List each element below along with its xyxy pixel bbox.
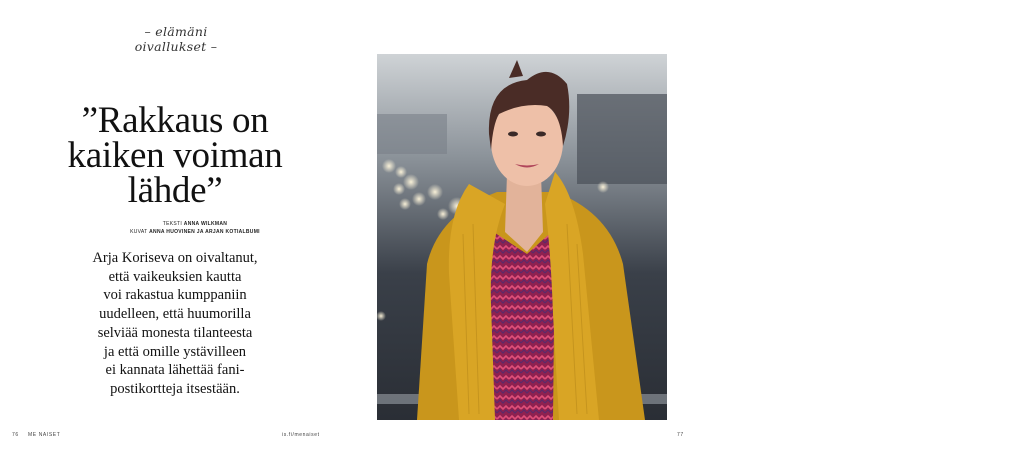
caption-line: helposti — [1020, 447, 1035, 453]
headline-line-2: kaiken voiman — [67, 135, 283, 176]
photo-credit — [60, 228, 330, 236]
lede-line: postikortteja itsestään. — [110, 380, 240, 397]
lede-line: ja että omille ystävilleen — [103, 343, 247, 360]
portrait-illustration — [377, 54, 667, 420]
text-credit-author: ANNA WILKMAN — [183, 221, 228, 227]
magazine-name: ME NAISET — [28, 432, 61, 438]
caption-line: ollaan — [1023, 441, 1035, 447]
text-credit-label: TEKSTI — [162, 221, 183, 227]
website-url: is.fi/menaiset — [282, 432, 320, 438]
lede-line: ei kannata lähettää fani- — [105, 362, 245, 379]
lede-line: että vaikeuksien kautta — [108, 268, 242, 285]
text-credit — [60, 220, 330, 228]
photo-caption — [975, 420, 1035, 458]
caption-line: tosissaan. — [1016, 452, 1035, 458]
caption-line: kanssa — [1021, 436, 1035, 442]
lede-line: uudelleen, että huumorilla — [99, 306, 251, 323]
lede-line: voi rakastua kumppaniin — [103, 287, 247, 304]
page-number-left: 76 — [12, 432, 19, 438]
section-label: – elämäni oivallukset – — [134, 24, 218, 54]
lede-line: Arja Koriseva on oivaltanut, — [92, 250, 258, 266]
caption-line: ystävien — [1019, 430, 1035, 436]
article-credits — [60, 220, 330, 236]
photo-credit-label: KUVAT — [130, 229, 148, 235]
photo-credit-authors: ANNA HUOVINEN JA ARJAN KOTIALBUMI — [149, 229, 260, 235]
headline-line-3: lähde” — [127, 170, 223, 211]
article-lede — [60, 249, 290, 399]
headline-line-1: ”Rakkaus on — [81, 100, 269, 141]
caption-line: Arja Koriseva — [1010, 420, 1035, 425]
caption-line: sanoo, että — [1014, 425, 1035, 431]
article-headline — [40, 100, 310, 211]
page-number-right: 77 — [677, 432, 684, 438]
lede-line: selviää monesta tilanteesta — [97, 324, 253, 341]
